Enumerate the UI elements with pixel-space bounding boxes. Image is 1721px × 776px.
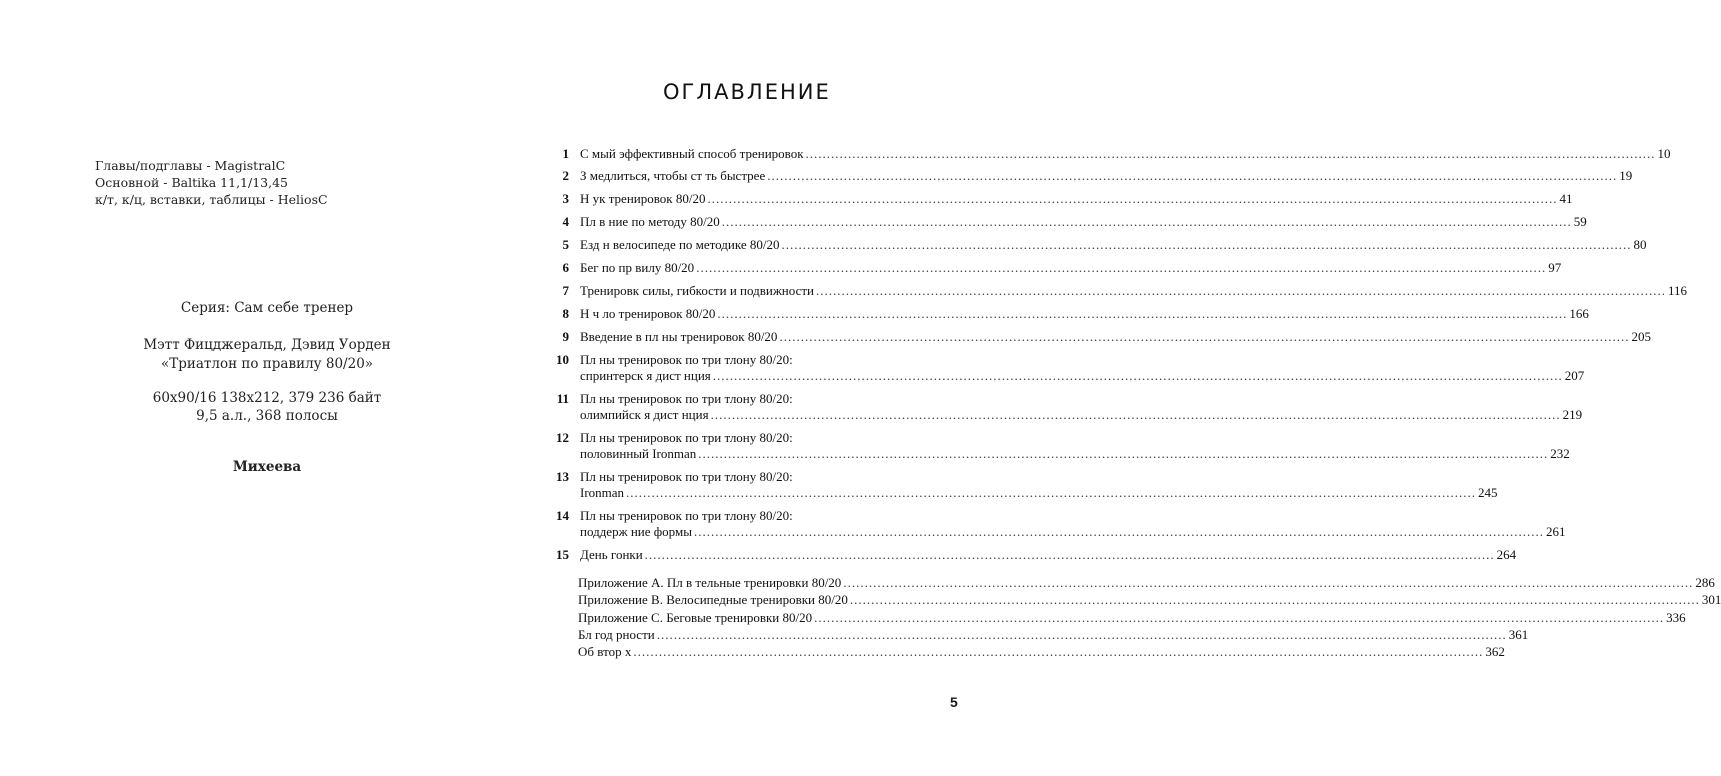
toc-line (578, 575, 1715, 591)
toc-entry-title: половинный Ironman (580, 446, 697, 461)
toc-entry-page: 261 (1545, 524, 1566, 539)
toc-entry-title: Пл в ние по методу 80/20 (580, 214, 720, 229)
toc-entry-page: 41 (1559, 191, 1573, 206)
toc-chapter-number: 6 (562, 260, 569, 275)
typesetting-specs (95, 157, 328, 208)
page-number: 5 (950, 694, 958, 710)
toc-leader-dots: ........................................................................................................................................................................................................ (626, 485, 1477, 500)
toc-entry-page: 59 (1573, 214, 1587, 229)
toc-entry-title: Пл ны тренировок по три тлону 80/20: (580, 391, 793, 406)
toc-entry-title: Н ч ло тренировок 80/20 (580, 306, 716, 321)
toc-line (580, 306, 1589, 322)
toc-entry-title: Пл ны тренировок по три тлону 80/20: (580, 469, 793, 484)
toc-line (580, 352, 927, 368)
toc-leader-dots: ........................................................................................................................................................................................................ (693, 524, 1544, 539)
toc-line (578, 609, 1686, 626)
spec-line: Основной - Baltika 11,1/13,45 (95, 175, 288, 190)
toc-line (580, 446, 1570, 462)
toc-entry-page: 205 (1631, 329, 1651, 344)
toc-entry-page: 245 (1478, 485, 1498, 500)
toc-line (580, 407, 1583, 423)
toc-entry-title: Приложение С. Беговые тренировки 80/20 (578, 609, 813, 625)
toc-entry-title: Бл год рности (578, 626, 655, 642)
book-title: «Триатлон по правилу 80/20» (160, 356, 374, 372)
toc-chapter-number: 13 (556, 469, 569, 484)
toc-line (580, 260, 1562, 276)
format-line: 9,5 а.л., 368 полосы (196, 408, 338, 424)
toc-leader-dots: ........................................................................................................................................................................................................ (767, 168, 1618, 183)
toc-line (580, 430, 927, 446)
toc-leader-dots: ........................................................................................................................................................................................................ (644, 547, 1495, 562)
format-line: 60x90/16 138x212, 379 236 байт (152, 390, 382, 406)
toc-line (580, 469, 927, 485)
authors-block (60, 336, 474, 374)
toc-chapter-number: 15 (556, 547, 569, 562)
toc-line (580, 524, 1566, 540)
toc-entry-title: С мый эффективный способ тренировок (580, 146, 804, 161)
toc-line (580, 191, 1573, 207)
toc-chapter-number: 4 (562, 214, 569, 229)
toc-leader-dots: ........................................................................................................................................................................................................ (805, 146, 1656, 161)
toc-entry-page: 166 (1569, 306, 1589, 321)
toc-entry-page: 116 (1668, 283, 1688, 298)
series-line: Серия: Сам себе тренер (180, 300, 354, 316)
toc-chapter-number: 3 (562, 191, 569, 206)
toc-line (580, 391, 927, 407)
toc-entry-page: 301 (1701, 592, 1721, 608)
toc-line (580, 508, 927, 524)
toc-entry-page: 361 (1508, 626, 1529, 642)
toc-chapter-number: 14 (556, 508, 569, 523)
toc-entry-page: 336 (1666, 609, 1686, 625)
spec-line: к/т, к/ц, вставки, таблицы - HeliosC (95, 192, 328, 207)
toc-entry-page: 219 (1562, 407, 1583, 422)
toc-leader-dots: ........................................................................................................................................................................................................ (816, 283, 1666, 298)
toc-leader-dots: ........................................................................................................................................................................................................ (781, 237, 1632, 252)
toc-line (578, 626, 1529, 643)
toc-entry-title: День гонки (580, 547, 643, 562)
toc-chapter-number: 2 (562, 168, 569, 183)
toc-entry-title: поддерж ние формы (580, 524, 692, 539)
toc-entry-page: 19 (1619, 168, 1633, 183)
toc-entry-title: олимпийск я дист нция (580, 407, 709, 422)
toc-line (580, 368, 1585, 384)
editor-name: Михеева (232, 459, 302, 475)
toc-line (580, 485, 1498, 501)
toc-leader-dots: ........................................................................................................................................................................................................ (696, 260, 1547, 275)
toc-entry-title: Пл ны тренировок по три тлону 80/20: (580, 430, 793, 445)
toc-leader-dots: ........................................................................................................................................................................................................ (712, 368, 1563, 383)
spec-line: Главы/подглавы - MagistralC (95, 158, 286, 173)
toc-chapter-number: 10 (556, 352, 569, 367)
toc-entry-title: Об втор х (578, 644, 632, 660)
authors: Мэтт Фицджеральд, Дэвид Уорден (143, 337, 391, 353)
toc-entry-title: Приложение В. Велосипедные тренировки 80/20 (578, 592, 848, 608)
toc-leader-dots: ........................................................................................................................................................................................................ (633, 644, 1484, 660)
toc-heading: ОГЛАВЛЕНИЕ (663, 80, 831, 104)
toc-line (580, 168, 1633, 184)
toc-entry-page: 264 (1496, 547, 1517, 562)
toc-entry-page: 80 (1633, 237, 1647, 252)
toc-leader-dots: ........................................................................................................................................................................................................ (717, 306, 1568, 321)
toc-line (580, 146, 1671, 162)
toc-leader-dots: ........................................................................................................................................................................................................ (656, 626, 1507, 642)
toc-entry-page: 97 (1548, 260, 1562, 275)
toc-entry-title: Пл ны тренировок по три тлону 80/20: (580, 508, 793, 523)
toc-entry-page: 207 (1564, 368, 1585, 383)
toc-line (580, 283, 1688, 299)
toc-entry-title: Введение в пл ны тренировок 80/20 (580, 329, 778, 344)
toc-entry-title: З медлиться, чтобы ст ть быстрее (580, 168, 766, 183)
toc-entry-title: спринтерск я дист нция (580, 368, 711, 383)
toc-leader-dots: ........................................................................................................................................................................................................ (721, 214, 1572, 229)
toc-chapter-number: 7 (562, 283, 569, 298)
toc-entry-title: Тренировк силы, гибкости и подвижности (580, 283, 814, 298)
toc-chapter-number: 11 (556, 391, 569, 406)
toc-leader-dots: ........................................................................................................................................................................................................ (698, 446, 1549, 461)
toc-entry-title: Ironman (580, 485, 625, 500)
toc-chapter-number: 5 (562, 237, 569, 252)
toc-leader-dots: ........................................................................................................................................................................................................ (849, 592, 1700, 608)
toc-entry-title: Бег по пр вилу 80/20 (580, 260, 695, 275)
toc-line (578, 644, 1505, 660)
toc-entry-page: 10 (1657, 146, 1671, 161)
toc-leader-dots: ........................................................................................................................................................................................................ (707, 191, 1558, 206)
toc-entry-page: 286 (1695, 575, 1715, 590)
toc-entry-title: Езд н велосипеде по методике 80/20 (580, 237, 780, 252)
toc-chapter-number: 9 (562, 329, 569, 344)
toc-line (580, 547, 1517, 563)
toc-line (580, 329, 1651, 345)
toc-leader-dots: ........................................................................................................................................................................................................ (710, 407, 1561, 422)
toc-entry-page: 362 (1485, 644, 1505, 660)
toc-line (580, 237, 1647, 253)
toc-chapter-number: 8 (562, 306, 569, 321)
left-page (0, 0, 500, 776)
toc-leader-dots: ........................................................................................................................................................................................................ (814, 609, 1665, 625)
toc-chapter-number: 12 (556, 430, 569, 445)
toc-chapter-number: 1 (562, 146, 569, 161)
toc-leader-dots: ........................................................................................................................................................................................................ (843, 575, 1694, 590)
toc-line (578, 592, 1721, 608)
toc-entry-title: Н ук тренировок 80/20 (580, 191, 706, 206)
toc-leader-dots: ........................................................................................................................................................................................................ (779, 329, 1630, 344)
toc-entry-title: Пл ны тренировок по три тлону 80/20: (580, 352, 793, 367)
toc-entry-page: 232 (1550, 446, 1570, 461)
toc-line (580, 214, 1587, 230)
toc-entry-title: Приложение А. Пл в тельные тренировки 80/20 (578, 575, 842, 590)
format-block (60, 389, 474, 425)
